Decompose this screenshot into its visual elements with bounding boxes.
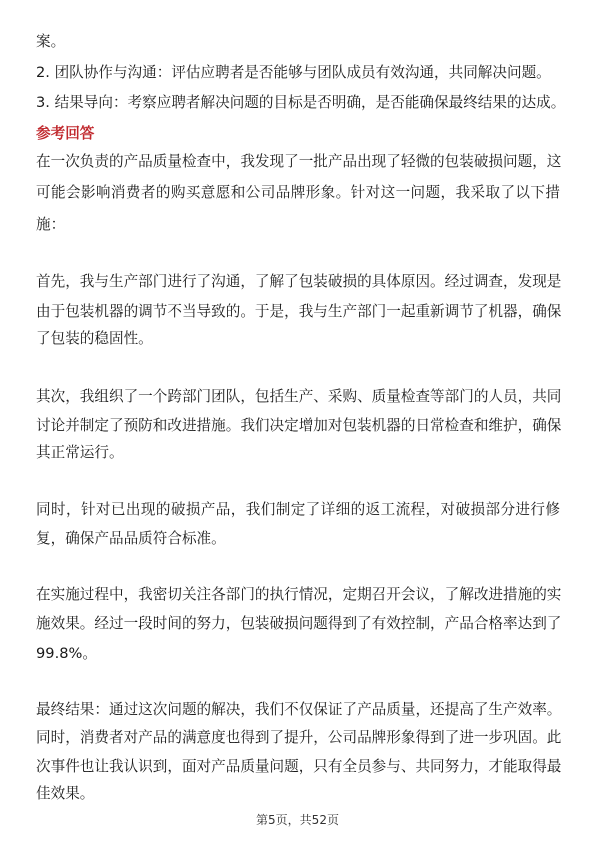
- paragraph-3-line-2: 讨论并制定了预防和改进措施。我们决定增加对包装机器的日常检查和维护，确保: [36, 417, 562, 434]
- paragraph-2-line-3: 了包装的稳固性。: [36, 330, 153, 347]
- paragraph-4-line-1: 同时，针对已出现的破损产品，我们制定了详细的返工流程，对破损部分进行修: [36, 501, 560, 518]
- answer-heading: 参考回答: [36, 125, 95, 142]
- paragraph-5-line-1: 在实施过程中，我密切关注各部门的执行情况，定期召开会议，了解改进措施的实: [36, 586, 562, 603]
- paragraph-1-line-1: 在一次负责的产品质量检查中，我发现了一批产品出现了轻微的包装破损问题，这: [36, 153, 562, 170]
- intro-tail-line: 案。: [36, 33, 66, 50]
- paragraph-4-line-2: 复，确保产品品质符合标准。: [36, 530, 226, 547]
- criterion-result-oriented: 3. 结果导向：考察应聘者解决问题的目标是否明确，是否能确保最终结果的达成。: [36, 94, 566, 111]
- paragraph-3-line-3: 其正常运行。: [36, 444, 124, 461]
- page-number-footer: 第5页，共52页: [256, 813, 339, 827]
- paragraph-1-line-2: 可能会影响消费者的购买意愿和公司品牌形象。针对这一问题，我采取了以下措: [36, 184, 560, 201]
- paragraph-6-line-3: 次事件也让我认识到，面对产品质量问题，只有全员参与、共同努力，才能取得最: [36, 758, 562, 775]
- paragraph-6-line-4: 佳效果。: [36, 785, 95, 802]
- criterion-teamwork: 2. 团队协作与沟通：评估应聘者是否能够与团队成员有效沟通，共同解决问题。: [36, 64, 551, 81]
- paragraph-6-line-1: 最终结果：通过这次问题的解决，我们不仅保证了产品质量，还提高了生产效率。: [36, 701, 562, 718]
- paragraph-2-line-2: 由于包装机器的调节不当导致的。于是，我与生产部门一起重新调节了机器，确保: [36, 303, 562, 320]
- paragraph-6-line-2: 同时，消费者对产品的满意度也得到了提升，公司品牌形象得到了进一步巩固。此: [36, 729, 562, 746]
- paragraph-2-line-1: 首先，我与生产部门进行了沟通，了解了包装破损的具体原因。经过调查，发现是: [36, 273, 562, 290]
- paragraph-3-line-1: 其次，我组织了一个跨部门团队，包括生产、采购、质量检查等部门的人员，共同: [36, 388, 562, 405]
- paragraph-5-line-2: 施效果。经过一段时间的努力，包装破损问题得到了有效控制，产品合格率达到了: [36, 615, 562, 632]
- paragraph-5-line-3: 99.8%。: [36, 645, 97, 662]
- paragraph-1-line-3: 施：: [36, 216, 66, 233]
